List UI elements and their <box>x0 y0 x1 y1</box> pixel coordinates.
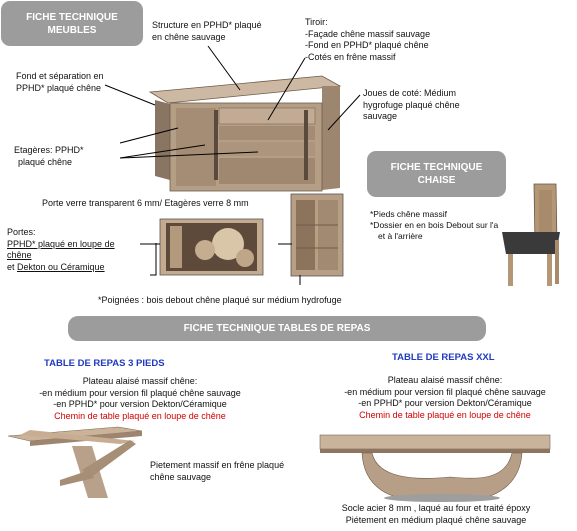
portes-label <box>7 227 115 273</box>
fond-label <box>16 71 104 94</box>
table-3-pieds-title: TABLE DE REPAS 3 PIEDS <box>44 358 165 369</box>
badge-fiche-meubles <box>1 1 143 46</box>
joues-line2: hygrofuge plaqué chêne <box>363 99 460 110</box>
portes-line1: PPHD* plaqué en loupe de <box>7 238 115 249</box>
tiroir-line4: -Cotés en frêne massif <box>305 51 396 62</box>
badge-tables-text: FICHE TECHNIQUE TABLES DE REPAS <box>183 323 371 334</box>
portes-line2: chêne <box>7 250 32 260</box>
tiroir-line1: Tiroir: <box>305 17 328 27</box>
fond-line1: Fond et séparation en <box>16 71 104 81</box>
structure-line2: en chêne sauvage <box>152 31 226 42</box>
buffet-illustration <box>150 76 340 191</box>
tiroir-line2: -Façade chêne massif sauvage <box>305 28 431 39</box>
table-left-line1: Plateau alaisé massif chêne: <box>82 376 198 386</box>
table-right-chemin: Chemin de table plaqué en loupe de chêne <box>359 409 531 420</box>
badge-fiche-chaise <box>367 151 506 197</box>
table-xxl-desc <box>322 375 568 421</box>
socle-line2: Piétement en médium plaqué chêne sauvage <box>345 514 527 525</box>
badge-meubles-line2: MEUBLES <box>47 24 97 36</box>
portes-line3-material: Dekton ou Céramique <box>17 261 105 272</box>
fond-line2: PPHD* plaqué chêne <box>16 82 102 93</box>
structure-line1: Structure en PPHD* plaqué <box>152 20 262 30</box>
structure-label <box>152 20 262 43</box>
table-3-pieds-illustration <box>8 427 142 498</box>
pietement-line1: Pietement massif en frêne plaqué <box>150 460 285 470</box>
table-left-line3: -en PPHD* pour version Dekton/Céramique <box>53 399 227 409</box>
table-left-line2: -en médium pour version fil plaqué chêne sauvage <box>39 387 241 398</box>
table-right-line1: Plateau alaisé massif chêne: <box>387 375 503 385</box>
poignees-label: *Poignées : bois debout chêne plaqué sur médium hydrofuge <box>98 295 342 305</box>
table-left-chemin: Chemin de table plaqué en loupe de chêne <box>54 410 226 421</box>
badge-meubles-line1: FICHE TECHNIQUE <box>26 11 118 23</box>
joues-label <box>363 88 460 123</box>
badge-chaise-line1: FICHE TECHNIQUE <box>390 162 483 173</box>
socle-line1: Socle acier 8 mm , laqué au four et traité époxy <box>341 503 531 513</box>
chaise-line1: *Pieds chêne massif <box>370 209 448 219</box>
etageres-line1: Etagères: PPHD* <box>14 145 84 155</box>
table-right-line3: -en PPHD* pour version Dekton/Céramique <box>358 398 532 408</box>
table-3-pieds-desc <box>10 376 270 422</box>
table-xxl-title: TABLE DE REPAS XXL <box>392 352 495 363</box>
chaise-line2: *Dossier en en bois Debout sur l'a <box>370 220 499 230</box>
tiroir-line3: -Fond en PPHD* plaqué chêne <box>305 40 429 50</box>
chair-illustration <box>502 184 560 286</box>
portes-line3-pre: et <box>7 261 18 272</box>
door-closeup-illustration <box>160 219 263 275</box>
pietement-label <box>150 460 284 483</box>
etageres-label <box>14 145 84 168</box>
badge-chaise-line2: CHAISE <box>417 175 456 186</box>
portes-line3 <box>7 262 115 274</box>
etageres-line2: plaqué chêne <box>18 156 73 167</box>
chaise-line3: et à l'arrière <box>378 231 423 241</box>
chaise-label <box>370 209 508 242</box>
porte-verre-label: Porte verre transparent 6 mm/ Etagères verre 8 mm <box>42 198 249 208</box>
pietement-line2: chêne sauvage <box>150 471 212 482</box>
table-right-line2: -en médium pour version fil plaqué chêne sauvage <box>344 386 546 397</box>
badge-fiche-tables <box>68 316 486 341</box>
tiroir-label <box>305 17 430 63</box>
joues-line1: Joues de coté: Médium <box>363 88 457 98</box>
portes-title: Portes: <box>7 227 36 237</box>
joues-line3: sauvage <box>363 111 398 121</box>
socle-label <box>316 503 556 526</box>
buffet-inside-illustration <box>291 194 343 276</box>
table-xxl-illustration <box>320 435 550 502</box>
